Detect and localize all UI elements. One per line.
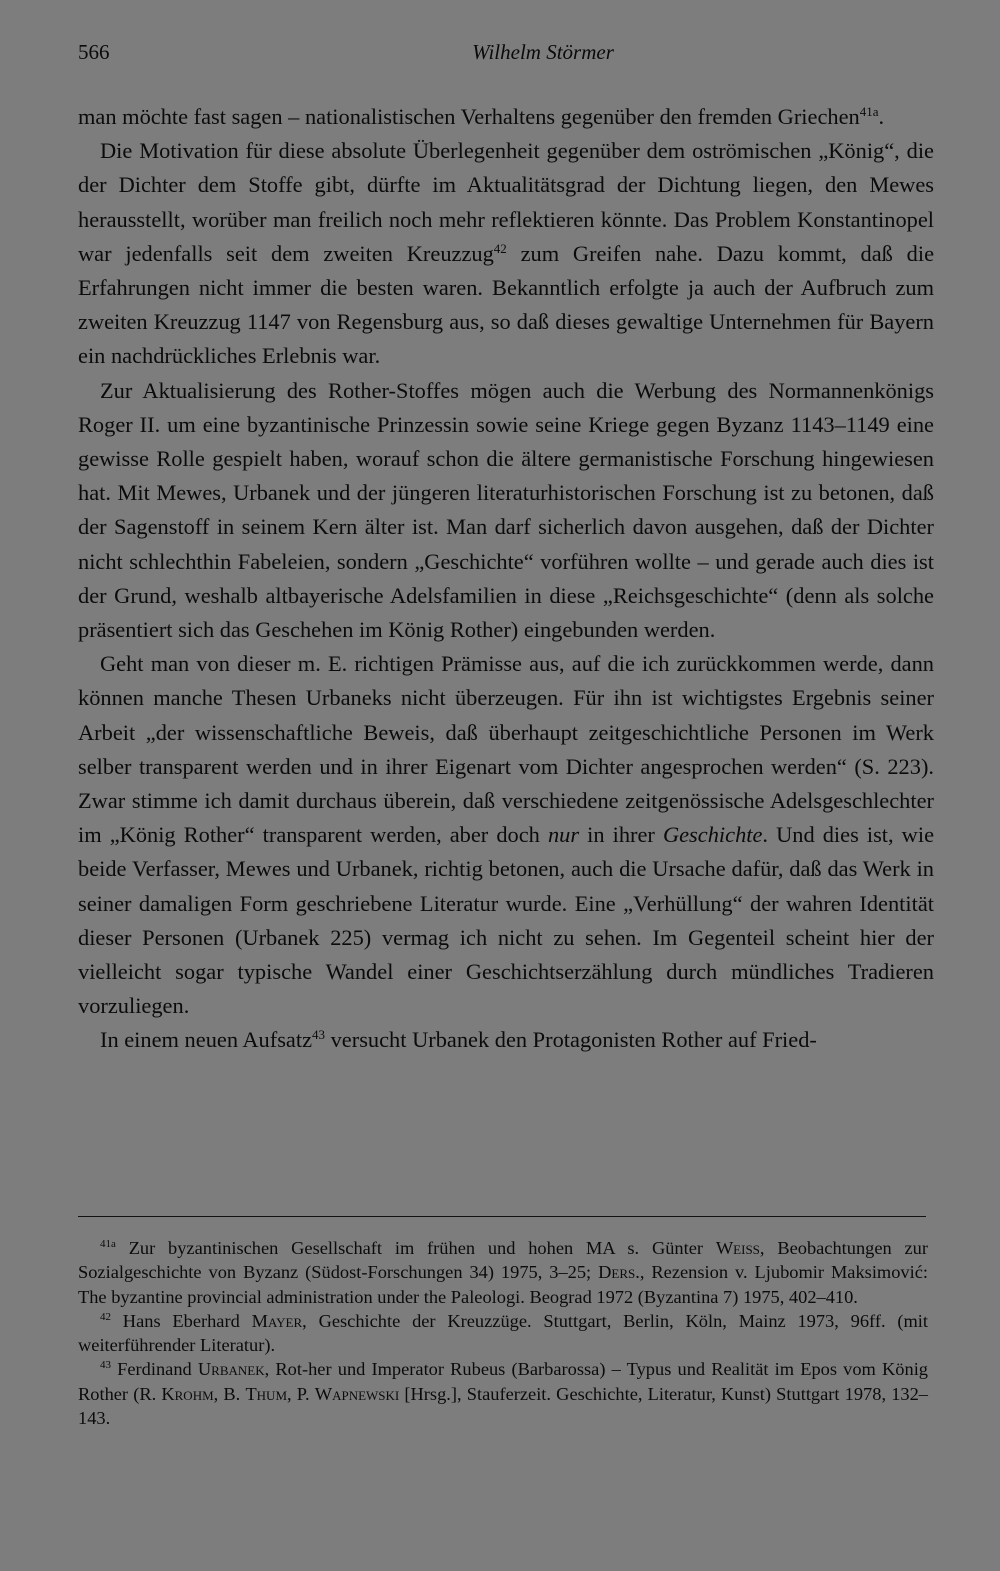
paragraph-1 bbox=[78, 100, 934, 134]
paragraph-3: Zur Aktualisierung des Rother-Stoffes mögen auch die Werbung des Normannenkönigs Roger II. um eine byzantinische Prinzessin sowie seine Kriege gegen Byzanz 1143–1149 eine gewisse Rolle gespielt haben, worauf schon die ältere germanistische Forschung hingewiesen hat. Mit Mewes, Urbanek und der jüngeren literaturhistorischen Forschung ist zu betonen, daß der Sagenstoff in seinem Kern älter ist. Man darf sicherlich davon ausgehen, daß der Dichter nicht schlechthin Fabeleien, sondern „Geschichte“ vorführen wollte – und gerade auch dies ist der Grund, weshalb altbayerische Adelsfamilien in diese „Reichsgeschichte“ (denn als solche präsentiert sich das Geschehen im König Rother) eingebunden werden. bbox=[78, 377, 934, 643]
footnotes bbox=[78, 1236, 928, 1430]
author-name: Mayer bbox=[251, 1310, 303, 1331]
footnote-mark: 42 bbox=[100, 1310, 111, 1323]
author-name: Ders. bbox=[598, 1262, 640, 1283]
paragraph-2-text-cont: zum Greifen nahe. Dazu kommt, daß die Erfahrungen nicht immer die besten waren. Bekanntlich erfolgte ja auch der Aufbruch zum zweiten Kreuzzug 1147 von Regensburg aus, so daß dieses gewaltige Unternehmen für Bayern ein nachdrückliches Erlebnis war. bbox=[78, 240, 935, 369]
paragraph-4 bbox=[78, 647, 934, 1023]
footnote-ref-43: 43 bbox=[312, 1027, 326, 1043]
running-head: Wilhelm Störmer bbox=[472, 40, 614, 64]
footnote-text: , Rezension v. Ljubomir Maksimović: The byzantine provincial administration under the Paleologi. Beograd 1972 (Byzantina 7) 1975, 402–410. bbox=[78, 1262, 929, 1307]
paragraph-2 bbox=[78, 134, 934, 373]
body-text bbox=[78, 100, 934, 1058]
page-number: 566 bbox=[78, 40, 110, 64]
emphasis-nur: nur bbox=[547, 822, 580, 848]
footnote-text: Hans Eberhard bbox=[111, 1310, 252, 1331]
footnote-mark: 41a bbox=[100, 1238, 116, 1250]
footnote-text: Zur byzantinischen Gesellschaft im frühen und hohen MA s. Günter bbox=[115, 1238, 716, 1258]
footnote-divider bbox=[78, 1216, 926, 1217]
footnote-41a bbox=[78, 1236, 928, 1309]
footnote-ref-42: 42 bbox=[493, 240, 507, 256]
footnote-42 bbox=[78, 1309, 928, 1358]
footnote-text: , Beobachtungen zur Sozialgeschichte von Byzanz (Südost-Forschungen 34) 1975, 3–25; bbox=[78, 1238, 928, 1283]
footnote-text: [Hrsg.], Stauferzeit. Geschichte, Literatur, Kunst) Stuttgart 1978, 132–143. bbox=[78, 1383, 928, 1429]
footnote-text: , P. bbox=[287, 1383, 315, 1404]
author-name: Thum bbox=[245, 1383, 288, 1404]
footnote-43 bbox=[78, 1357, 928, 1430]
footnote-mark: 43 bbox=[100, 1359, 111, 1372]
page-header bbox=[78, 40, 928, 76]
paragraph-2-text: Die Motivation für diese absolute Überlegenheit gegenüber dem oströmischen „König“, die der Dichter dem Stoffe gibt, dürfte im Aktualitätsgrad der Dichtung liegen, den Mewes herausstellt, worüber man freilich noch mehr reflektieren könnte. Das Problem Konstantinopel war jedenfalls seit dem zweiten Kreuzzug bbox=[78, 138, 934, 266]
paragraph-1-end: . bbox=[878, 104, 885, 129]
footnote-text: , Geschichte der Kreuzzüge. Stuttgart, Berlin, Köln, Mainz 1973, 96ff. (mit weiterführender Literatur). bbox=[78, 1310, 929, 1356]
author-name: Krohm bbox=[161, 1383, 214, 1404]
paragraph-4-text: Geht man von dieser m. E. richtigen Prämisse aus, auf die ich zurückkommen werde, dann können manche Thesen Urbaneks nicht überzeugen. Für ihn ist wichtigstes Ergebnis seiner Arbeit „der wissenschaftliche Beweis, daß überhaupt zeitgeschichtliche Personen im Werk selber transparent werden und in ihrer Eigenart vom Dichter angesprochen werden“ (S. 223). Zwar stimme ich damit durchaus überein, daß verschiedene zeitgenössische Adelsgeschlechter im „König Rother“ transparent werden, aber doch bbox=[78, 651, 934, 848]
paragraph-5 bbox=[78, 1023, 934, 1057]
author-name: Wapnewski bbox=[314, 1383, 400, 1404]
footnote-text: , B. bbox=[213, 1383, 246, 1404]
paragraph-5-text: In einem neuen Aufsatz bbox=[100, 1027, 313, 1053]
emphasis-geschichte: Geschichte bbox=[662, 822, 763, 848]
paragraph-4-text-cont: in ihrer bbox=[579, 822, 663, 848]
author-name: Weiss bbox=[715, 1238, 760, 1258]
paragraph-1-text: man möchte fast sagen – nationalistischen Verhaltens gegenüber den fremden Griechen bbox=[78, 104, 860, 129]
paragraph-5-text-cont: versucht Urbanek den Protagonisten Rother auf Fried- bbox=[325, 1027, 817, 1053]
paragraph-4-text-end: . Und dies ist, wie beide Verfasser, Mewes und Urbanek, richtig betonen, auch die Ursache dafür, daß das Werk in seiner damaligen Form geschriebene Literatur wurde. Eine „Verhüllung“ der wahren Identität dieser Personen (Urbanek 225) vermag ich nicht zu sehen. Im Gegenteil scheint hier der vielleicht sogar typische Wandel einer Geschichtserzählung durch mündliches Tradieren vorzuliegen. bbox=[78, 822, 935, 1019]
footnote-text: Ferdinand bbox=[111, 1359, 198, 1380]
footnote-text: , Rot-her und Imperator Rubeus (Barbarossa) – Typus und Realität im Epos vom König Rother (R. bbox=[78, 1359, 928, 1404]
footnote-ref-41a: 41a bbox=[859, 104, 879, 119]
author-name: Urbanek bbox=[197, 1359, 265, 1380]
